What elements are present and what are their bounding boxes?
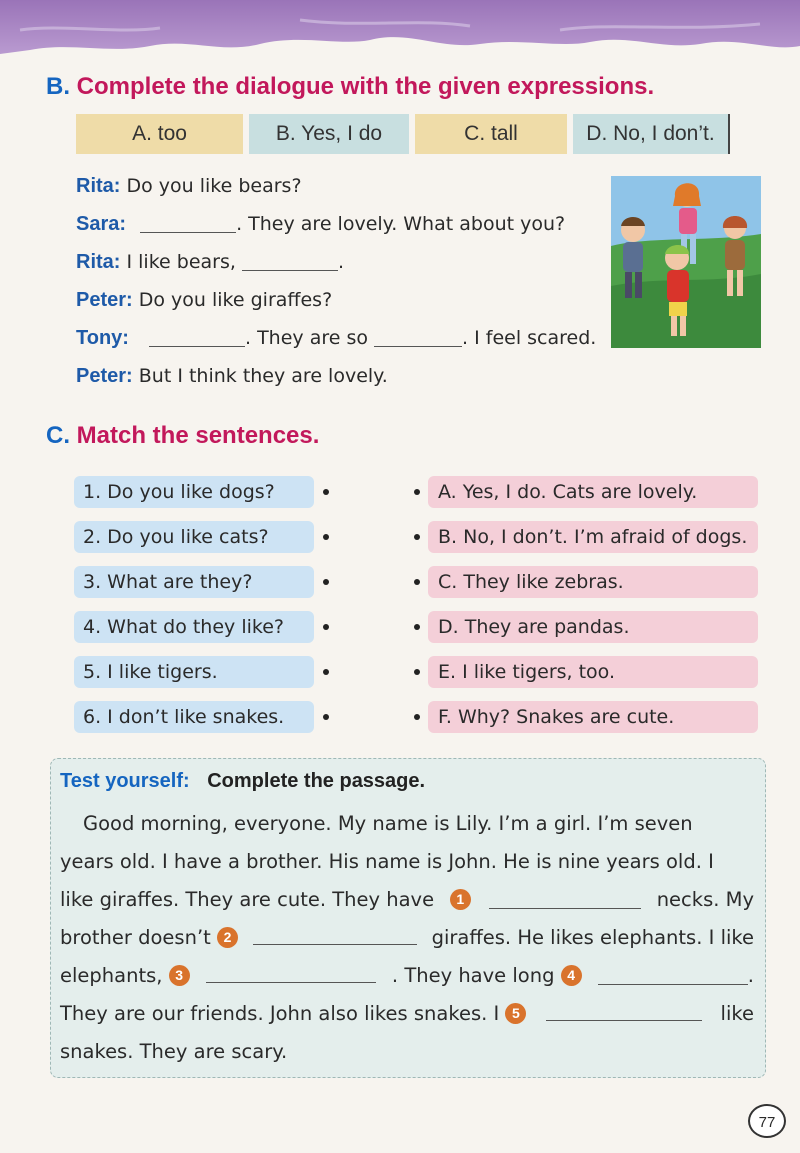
passage-text: elephants,	[60, 964, 163, 987]
passage-blank-1[interactable]	[489, 890, 641, 909]
dialogue-line-2	[76, 213, 565, 236]
passage-line-6	[60, 1002, 754, 1025]
passage-text: brother doesn’t	[60, 926, 211, 949]
passage-line-5	[60, 964, 754, 987]
passage-text: necks. My	[656, 888, 754, 911]
match-right-f: F. Why? Snakes are cute.	[428, 701, 758, 733]
match-right-a: A. Yes, I do. Cats are lovely.	[428, 476, 758, 508]
blank-number-3: 3	[169, 965, 190, 986]
match-dot-right-b[interactable]	[414, 534, 420, 540]
dialogue-text: I like bears,	[126, 251, 236, 273]
test-label: Test yourself:	[60, 770, 190, 792]
passage-text: like	[720, 1002, 754, 1025]
section-b-heading	[46, 73, 654, 101]
match-dot-right-c[interactable]	[414, 579, 420, 585]
section-c-title: Match the sentences.	[76, 422, 320, 449]
dialogue-text: But I think they are lovely.	[138, 365, 388, 387]
speaker: Rita:	[76, 251, 121, 273]
speaker: Tony:	[76, 327, 129, 349]
match-dot-right-a[interactable]	[414, 489, 420, 495]
dialogue-line-3	[76, 251, 344, 274]
answer-blank[interactable]	[149, 328, 245, 347]
match-dot-left-3[interactable]	[323, 579, 329, 585]
match-left-2: 2. Do you like cats?	[74, 521, 314, 553]
match-left-4: 4. What do they like?	[74, 611, 314, 643]
answer-blank[interactable]	[374, 328, 462, 347]
match-left-3: 3. What are they?	[74, 566, 314, 598]
match-left-1: 1. Do you like dogs?	[74, 476, 314, 508]
passage-blank-4[interactable]	[598, 966, 748, 985]
dialogue-text: Do you like giraffes?	[138, 289, 333, 311]
match-dot-left-1[interactable]	[323, 489, 329, 495]
match-left-6: 6. I don’t like snakes.	[74, 701, 314, 733]
passage-text: They are our friends. John also likes snakes. I	[60, 1002, 500, 1025]
match-dot-left-6[interactable]	[323, 714, 329, 720]
passage-text: giraffes. He likes elephants. I like	[431, 926, 754, 949]
passage-line-2: years old. I have a brother. His name is John. He is nine years old. I	[60, 850, 714, 873]
choice-d: D. No, I don’t.	[573, 114, 730, 154]
expression-choices	[76, 114, 728, 154]
passage-text: .	[747, 964, 754, 987]
passage-blank-5[interactable]	[546, 1002, 702, 1021]
answer-blank[interactable]	[140, 214, 236, 233]
dialogue-line-6	[76, 365, 388, 388]
dialogue-line-5	[76, 327, 596, 350]
dialogue-text: . They are so	[245, 327, 368, 349]
top-banner	[0, 0, 800, 70]
blank-number-1: 1	[450, 889, 471, 910]
match-dot-right-d[interactable]	[414, 624, 420, 630]
test-title: Complete the passage.	[207, 770, 426, 792]
match-right-e: E. I like tigers, too.	[428, 656, 758, 688]
dialogue-text: .	[337, 251, 344, 273]
section-c-letter: C.	[46, 422, 70, 449]
passage-blank-3[interactable]	[206, 964, 376, 983]
passage-text: . They have long	[391, 964, 555, 987]
section-c-heading	[46, 422, 319, 450]
match-right-d: D. They are pandas.	[428, 611, 758, 643]
speaker: Sara:	[76, 213, 127, 235]
dialogue-line-4	[76, 289, 332, 312]
speaker: Peter:	[76, 289, 133, 311]
section-b-title: Complete the dialogue with the given expressions.	[76, 73, 655, 100]
match-dot-right-e[interactable]	[414, 669, 420, 675]
choice-b: B. Yes, I do	[249, 114, 409, 154]
answer-blank[interactable]	[242, 252, 338, 271]
blank-number-5: 5	[505, 1003, 526, 1024]
dialogue-text: . I feel scared.	[462, 327, 597, 349]
match-right-c: C. They like zebras.	[428, 566, 758, 598]
match-dot-left-2[interactable]	[323, 534, 329, 540]
test-yourself-box	[50, 758, 766, 1078]
match-dot-left-4[interactable]	[323, 624, 329, 630]
section-b-letter: B.	[46, 73, 70, 100]
speaker: Peter:	[76, 365, 133, 387]
blank-number-2: 2	[217, 927, 238, 948]
passage-line-3	[60, 888, 754, 911]
passage-text: like giraffes. They are cute. They have	[60, 888, 435, 911]
match-dot-left-5[interactable]	[323, 669, 329, 675]
passage-line-7: snakes. They are scary.	[60, 1040, 288, 1063]
dialogue-text: . They are lovely. What about you?	[236, 213, 566, 235]
page-number: 77	[748, 1104, 786, 1138]
speaker: Rita:	[76, 175, 121, 197]
passage-line-1: Good morning, everyone. My name is Lily. I’m a girl. I’m seven	[83, 812, 693, 835]
blank-number-4: 4	[561, 965, 582, 986]
passage-line-4	[60, 926, 754, 949]
dialogue-line-1	[76, 175, 302, 198]
match-right-b: B. No, I don’t. I’m afraid of dogs.	[428, 521, 758, 553]
choice-a: A. too	[76, 114, 243, 154]
dialogue-text: Do you like bears?	[126, 175, 302, 197]
children-illustration	[611, 176, 761, 348]
choice-c: C. tall	[415, 114, 567, 154]
passage-blank-2[interactable]	[253, 926, 417, 945]
match-dot-right-f[interactable]	[414, 714, 420, 720]
test-heading	[60, 770, 425, 793]
match-left-5: 5. I like tigers.	[74, 656, 314, 688]
